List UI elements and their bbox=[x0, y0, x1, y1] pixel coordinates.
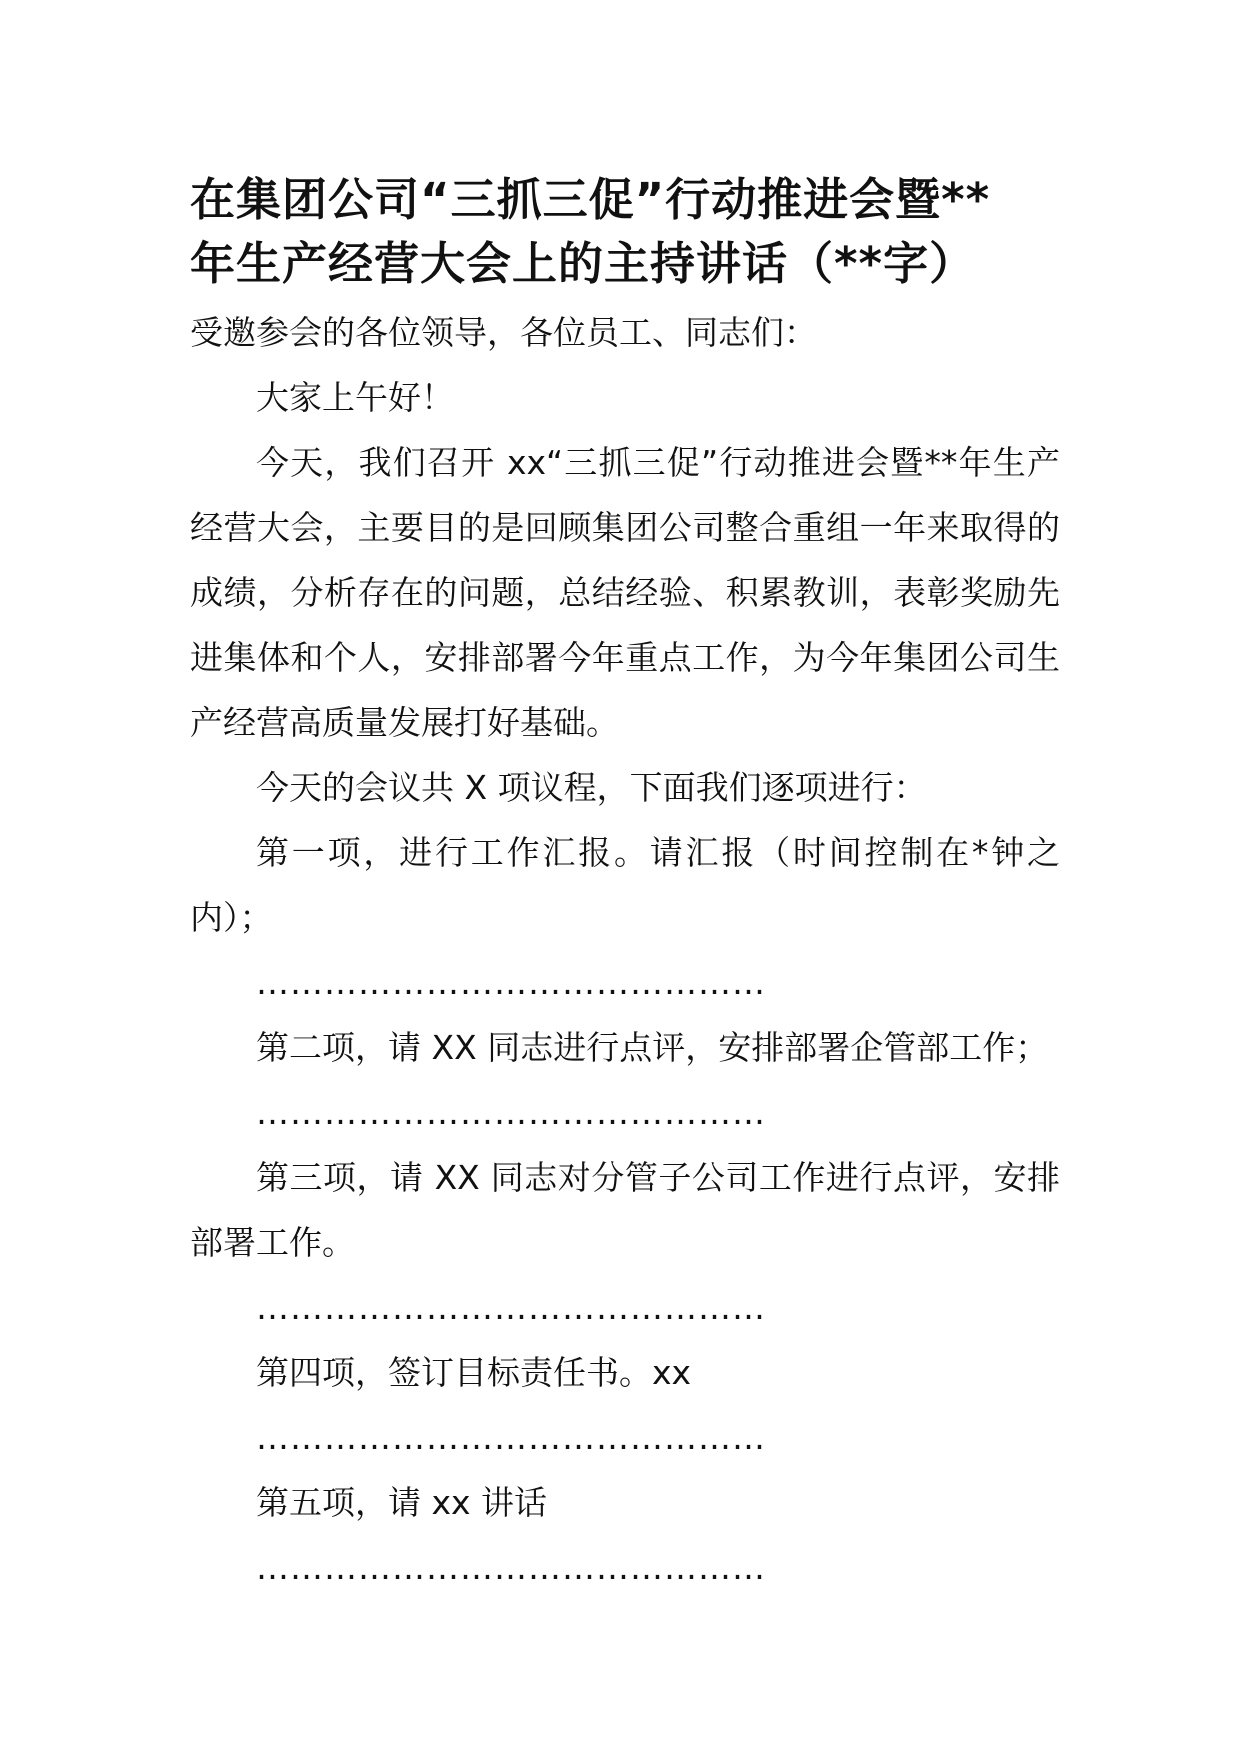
salutation: 受邀参会的各位领导，各位员工、同志们： bbox=[190, 313, 817, 352]
document-body bbox=[190, 168, 1060, 1600]
ellipsis-line-1: ……………………………………… bbox=[256, 963, 766, 1002]
greeting: 大家上午好！ bbox=[256, 378, 454, 417]
agenda-item-4: 第四项，签订目标责任书。xx bbox=[256, 1353, 692, 1392]
ellipsis-line-2: ……………………………………… bbox=[256, 1093, 766, 1132]
agenda-item-1: 第一项，进行工作汇报。请汇报（时间控制在*钟之内）； bbox=[190, 833, 1060, 937]
ellipsis-line-3: ……………………………………… bbox=[256, 1288, 766, 1327]
document-title bbox=[190, 168, 1060, 296]
agenda-intro: 今天的会议共 X 项议程，下面我们逐项进行： bbox=[256, 768, 927, 807]
ellipsis-line-5: ……………………………………… bbox=[256, 1548, 766, 1587]
ellipsis-line-4: ……………………………………… bbox=[256, 1418, 766, 1457]
agenda-item-3: 第三项，请 XX 同志对分管子公司工作进行点评，安排部署工作。 bbox=[190, 1158, 1060, 1262]
agenda-item-2: 第二项，请 XX 同志进行点评，安排部署企管部工作； bbox=[256, 1028, 1049, 1067]
intro-paragraph: 今天，我们召开 xx“三抓三促”行动推进会暨**年生产经营大会，主要目的是回顾集团公司整合重组一年来取得的成绩，分析存在的问题，总结经验、积累教训，表彰奖励先进集体和个人，安排部署今年重点工作，为今年集团公司生产经营高质量发展打好基础。 bbox=[190, 443, 1060, 742]
title-line-2: 年生产经营大会上的主持讲话（**字） bbox=[190, 237, 976, 290]
title-line-1: 在集团公司“三抓三促”行动推进会暨** bbox=[190, 173, 991, 226]
agenda-item-5: 第五项，请 xx 讲话 bbox=[256, 1483, 548, 1522]
